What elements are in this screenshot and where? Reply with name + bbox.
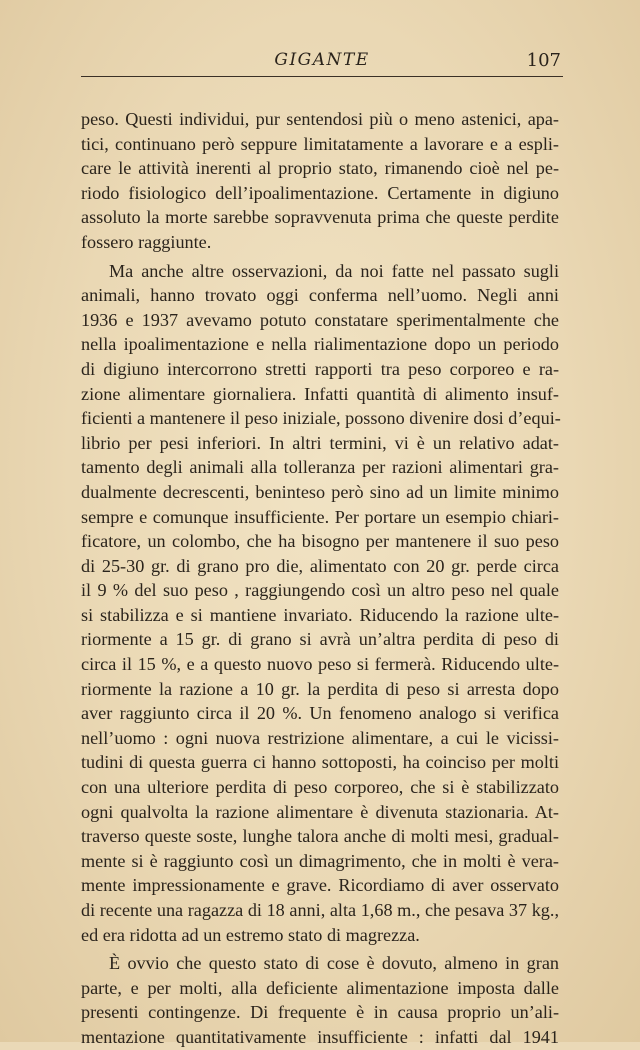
text-line: si stabilizza e si mantiene invariato. Riducendo la razione ulte- — [81, 604, 559, 625]
text-line: È ovvio che questo stato di cose è dovuto, almeno in gran — [109, 953, 559, 974]
text-line: tici, continuano però seppure limitatamente a lavorare e a espli- — [81, 133, 559, 154]
text-line: ficatore, un colombo, che ha bisogno per mantenere il suo peso — [81, 531, 559, 552]
header-rule — [81, 76, 563, 77]
text-line: tamento degli animali alla tolleranza per razioni alimentari gra- — [81, 457, 559, 478]
text-line: librio per pesi inferiori. In altri termini, vi è un relativo adat- — [81, 432, 559, 453]
text-line: nella ipoalimentazione e nella rialimentazione dopo un periodo — [81, 334, 559, 355]
text-line: care le attività inerenti al proprio stato, rimanendo cioè nel pe- — [81, 158, 559, 179]
text-line: mente impressionamente e grave. Ricordiamo di aver osservato — [81, 875, 559, 896]
text-line: mente si è raggiunto così un dimagrimento, che in molti è vera- — [81, 850, 559, 871]
text-line: riormente a 15 gr. di grano si avrà un’altra perdita di peso di — [81, 629, 559, 650]
chapter-title: GIGANTE — [274, 50, 370, 70]
text-line: di 25-30 gr. di grano pro die, alimentato con 20 gr. perde circa — [81, 555, 559, 576]
text-line: dualmente decrescenti, beninteso però sino ad un limite minimo — [81, 481, 559, 502]
text-line: aver raggiunto circa il 20 %. Un fenomeno analogo si verifica — [81, 703, 559, 724]
text-line: il 9 % del suo peso , raggiungendo così un altro peso nel quale — [81, 580, 559, 601]
paragraph-1 — [81, 107, 559, 255]
text-line: di digiuno intercorrono stretti rapporti tra peso corporeo e ra- — [81, 358, 559, 379]
text-line: ogni qualvolta la razione alimentare è divenuta stazionaria. At- — [81, 801, 559, 822]
text-line: zione alimentare giornaliera. Infatti quantità di alimento insuf- — [81, 383, 559, 404]
body-text — [81, 107, 559, 1050]
text-line: mentazione quantitativamente insufficiente : infatti dal 1941 — [81, 1026, 559, 1047]
text-line: di recente una ragazza di 18 anni, alta 1,68 m., che pesava 37 kg., — [81, 900, 559, 920]
text-line: Ma anche altre osservazioni, da noi fatte nel passato sugli — [109, 260, 559, 281]
text-line: peso. Questi individui, pur sentendosi più o meno astenici, apa- — [81, 109, 559, 129]
text-line: presenti contingenze. Di frequente è in causa proprio un’ali- — [81, 1002, 559, 1023]
text-line: 1936 e 1937 avevamo potuto constatare sperimentalmente che — [81, 309, 559, 330]
text-line: nell’uomo : ogni nuova restrizione alimentare, a cui le vicissi- — [81, 727, 559, 748]
text-line: riodo fisiologico dell’ipoalimentazione. Certamente in digiuno — [81, 182, 559, 203]
text-line: parte, e per molti, alla deficiente alimentazione imposta dalle — [81, 977, 559, 998]
text-line: circa il 15 %, e a questo nuovo peso si fermerà. Riducendo ulte- — [81, 654, 559, 675]
running-head — [81, 48, 563, 76]
text-line: animali, hanno trovato oggi conferma nell’uomo. Negli anni — [81, 285, 559, 306]
text-line: tudini di questa guerra ci hanno sottoposti, ha coinciso per molti — [81, 752, 559, 773]
text-line: fossero raggiunte. — [81, 231, 212, 252]
paragraph-3 — [81, 951, 559, 1049]
text-line: assoluto la morte sarebbe sopravvenuta prima che queste perdite — [81, 207, 559, 228]
text-line: riormente la razione a 10 gr. la perdita di peso si arresta dopo — [81, 678, 559, 699]
text-line: sempre e comunque insufficiente. Per portare un esempio chiari- — [81, 506, 559, 527]
text-line: ed era ridotta ad un estremo stato di magrezza. — [81, 924, 420, 945]
page-number: 107 — [526, 50, 561, 71]
text-line: traverso queste soste, lunghe talora anche di molti mesi, gradual- — [81, 826, 559, 847]
text-line: ficienti a mantenere il peso iniziale, possono divenire dosi d’equi- — [81, 408, 561, 429]
paragraph-2 — [81, 259, 559, 948]
text-line: con una ulteriore perdita di peso corporeo, che si è stabilizzato — [81, 777, 559, 798]
